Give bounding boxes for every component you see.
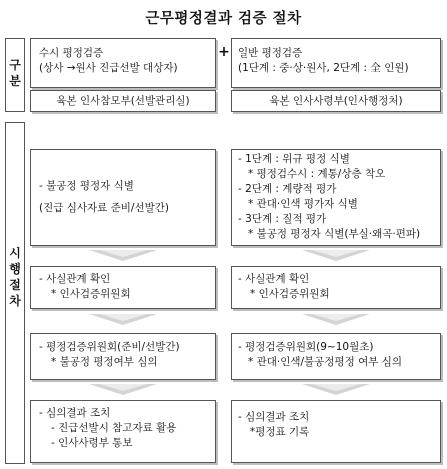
left-step2-box xyxy=(30,266,216,309)
right-step2-box xyxy=(231,266,441,309)
right-dept-label: 육본 인사사령부(인사행정처) xyxy=(269,95,403,107)
right-step4-box xyxy=(231,400,441,463)
page-title: 근무평정결과 검증 절차 xyxy=(145,11,302,27)
left-step3-line: - 평정검증위원회(준비/선발간) xyxy=(39,341,180,353)
plus-sign: + xyxy=(218,44,230,60)
right-step4-line: - 심의결과 조치 xyxy=(238,411,310,423)
right-step1-line: - 2단계 : 계량적 평가 xyxy=(238,183,337,195)
right-step1-line: * 평정검수시 : 계통/상층 착오 xyxy=(248,168,386,180)
left-dept-box xyxy=(30,90,216,112)
right-step1-line: * 관대·인색 평가자 식별 xyxy=(248,198,358,210)
right-down-arrow xyxy=(302,250,370,261)
left-step1-line: (진급 심사자료 준비/선발간) xyxy=(39,202,169,214)
left-step4-line: - 진급선발시 참고자료 활용 xyxy=(51,422,177,434)
left-header-title: 수시 평정검증 xyxy=(39,47,104,59)
left-down-arrow xyxy=(89,250,157,261)
left-step2-line: - 사실관계 확인 xyxy=(39,273,111,285)
right-header-subtitle: (1단계 : 중·상·원사, 2단계 : 全 인원) xyxy=(238,62,409,74)
right-step2-line: * 인사검증위원회 xyxy=(250,288,330,300)
right-dept-box xyxy=(231,90,441,112)
category-label-char: 구 xyxy=(9,58,21,72)
right-step4-line: *평정표 기록 xyxy=(250,426,310,438)
right-step1-line: - 3단계 : 질적 평가 xyxy=(238,213,327,225)
left-header-subtitle: (상사 →원사 진급선발 대상자) xyxy=(39,62,178,74)
right-step1-line: * 불공정 평정자 식별(부실·왜곡·편파) xyxy=(248,228,421,240)
right-header-title: 일반 평정검증 xyxy=(238,47,303,59)
left-step1-line: - 불공정 평정자 식별 xyxy=(39,180,134,192)
right-step3-line: * 관대·인색/불공정평정 여부 심의 xyxy=(248,356,402,368)
right-step1-line: - 1단계 : 위규 평정 식별 xyxy=(238,153,350,165)
right-step1-box xyxy=(231,149,441,246)
left-step3-box xyxy=(30,333,216,380)
procedure-label-char: 차 xyxy=(9,294,21,308)
procedure-label-char: 행 xyxy=(9,262,21,276)
category-label-char: 분 xyxy=(9,74,21,88)
left-step4-line: - 인사사령부 통보 xyxy=(51,437,133,449)
right-down-arrow xyxy=(302,314,370,325)
left-step4-line: - 심의결과 조치 xyxy=(39,407,111,419)
category-label-box xyxy=(5,38,25,112)
right-step3-box xyxy=(231,333,441,380)
left-down-arrow xyxy=(89,384,157,395)
left-step3-line: * 불공정 평정여부 심의 xyxy=(51,356,158,368)
procedure-label-box xyxy=(5,122,25,464)
left-step1-box xyxy=(30,149,216,246)
right-down-arrow xyxy=(302,384,370,395)
procedure-label-char: 절 xyxy=(9,278,21,292)
left-down-arrow xyxy=(89,314,157,325)
left-step4-box xyxy=(30,400,216,463)
right-step2-line: - 사실관계 확인 xyxy=(238,273,310,285)
right-step3-line: - 평정검증위원회(9~10월초) xyxy=(238,341,374,353)
right-header-box xyxy=(231,38,441,88)
left-dept-label: 육본 인사참모부(선발관리실) xyxy=(56,95,190,107)
left-header-box xyxy=(30,38,216,88)
procedure-label-char: 시 xyxy=(9,246,21,260)
left-step2-line: * 인사검증위원회 xyxy=(51,288,131,300)
